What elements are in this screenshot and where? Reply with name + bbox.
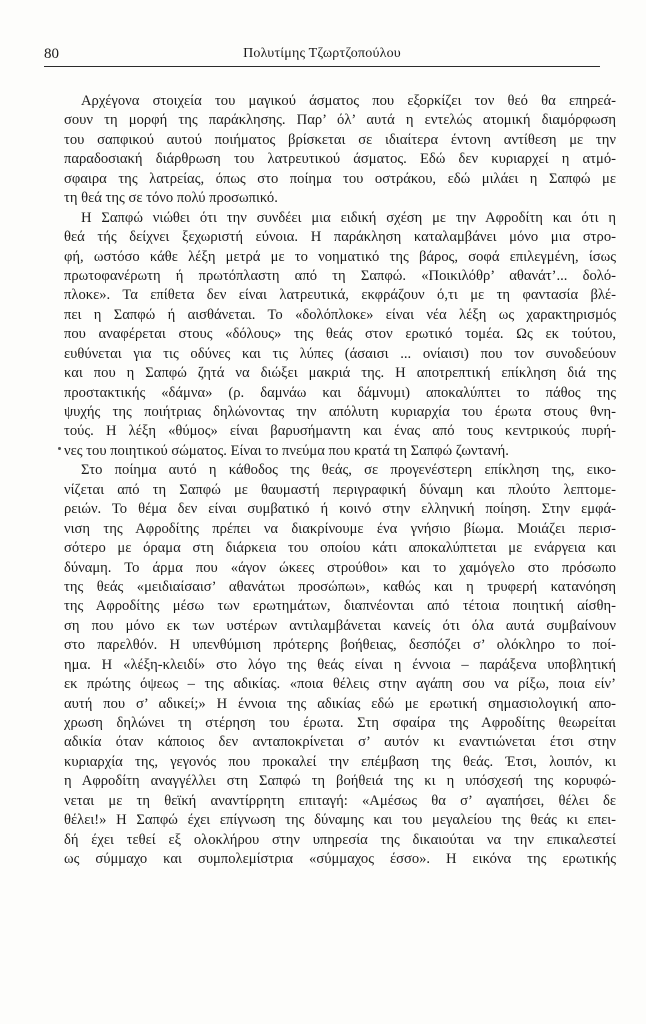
text-line: φή, ωστόσο κάθε λέξη μετρά με το νοηματικό της βάρος, σοφά επιλεγμένη, ίσως [64, 248, 616, 265]
text-line: της θεάς «μειδιαίσαισ’ αθανάτωι προσώπωι», καθώς και η τρυφερή κατανόηση [64, 578, 616, 595]
text-line: αδικία όταν κάποιος δεν ανταποκρίνεται σ’ αυτόν κι εναντιώνεται έτσι στην [64, 734, 616, 751]
text-line: νίζεται από τη Σαπφώ με θαυμαστή περιγραφική δύναμη και πλούτο λεπτομε- [64, 481, 616, 498]
text-line: του σαπφικού αυτού ποιήματος βρίσκεται σε ιδιαίτερα έντονη αντίθεση με την [64, 131, 616, 148]
text-line: ση που μόνο εκ των υστέρων αντιλαμβάνεται κανείς ότι όλα αυτά συμβαίνουν [64, 617, 616, 634]
text-line: Η Σαπφώ νιώθει ότι την συνδέει μια ειδική σχέση με την Αφροδίτη και ότι η [81, 209, 616, 226]
text-line: της Αφροδίτης μέσω των ερωτημάτων, διαπνέονται από τέτοια ποιητική αίσθη- [64, 598, 616, 615]
text-line: και που η Σαπφώ ζητά να διώξει μακριά της. Η αποτρεπτική επίκληση διά της [64, 365, 616, 382]
text-line: χρωση δηλώνει τη στέρηση του έρωτα. Στη σφαίρα της Αφροδίτης θεωρείται [64, 715, 616, 731]
text-line: αυτή που σ’ αδικεί;» Η έννοια της αδικίας εδώ με ερωτική σημασιολογική απο- [64, 695, 616, 712]
text-line: παραδοσιακή διάρθρωση του λατρευτικού άσματος. Εδώ δεν κυριαρχεί η ατμό- [64, 151, 616, 168]
text-line: που αναφέρεται στους «δόλους» της θεάς στον ερωτικό τομέα. Ως εκ τούτου, [64, 326, 616, 343]
margin-mark [58, 447, 61, 450]
text-line: ημα. Η «λέξη-κλειδί» στο λόγο της θεάς είναι η έννοια – παράξενα υποβλητική [64, 656, 616, 673]
text-line: Στο ποίημα αυτό η κάθοδος της θεάς, σε προγενέστερη επίκληση της, εικο- [81, 462, 616, 479]
text-line: η Αφροδίτη αναγγέλλει στη Σαπφώ τη βοήθειά της κι η υπόσχεσή της κορυφώ- [64, 773, 616, 790]
text-line: σουν τη μορφή της παράκλησης. Παρ’ όλ’ αυτά η εντελώς ατομική διαμόρφωση [64, 112, 616, 129]
running-title: Πολυτίμης Τζωρτζοπούλου [243, 46, 401, 61]
text-line: τη θεά της σε τόνο πολύ προσωπικό. [64, 190, 278, 207]
text-line: δή έχει τεθεί εξ ολοκλήρου στην υπηρεσία της δικαιούται να την επικαλεστεί [64, 831, 616, 848]
text-line: προστακτικής «δάμνα» (ρ. δαμνάω και δάμνυμι) αποκαλύπτει το πάθος της [64, 384, 616, 401]
header-rule [44, 66, 600, 67]
text-line: κυριαρχία της, γεγονός που προκαλεί την επέμβαση της θεάς. Έτσι, λοιπόν, κι [64, 753, 616, 770]
text-line: θέλει!» Η Σαπφώ έχει επίγνωση της δύναμης και του μεγαλείου της θεάς κι επει- [64, 812, 616, 829]
text-line: εκ πρώτης όψεως – της αδικίας. «ποια θέλεις στην αγάπη σου να ρίξω, ποια είν’ [64, 676, 616, 693]
text-line: σότερο με όραμα στη διάρκεια του οποίου κάτι αποκαλύπτεται με ενάργεια και [64, 540, 616, 557]
text-line: ψυχής της ποιήτριας δηλώνοντας την απόλυτη κυριαρχία του έρωτα στους θνη- [64, 404, 616, 420]
running-head [44, 44, 600, 66]
text-line: δύναμη. Το άρμα που «άγον ώκεες στρούθοι» και το χαμόγελο στο πρόσωπο [64, 559, 616, 576]
text-line: Αρχέγονα στοιχεία του μαγικού άσματος που εξορκίζει τον θεό θα επηρεά- [81, 93, 616, 109]
page-number: 80 [44, 46, 59, 62]
text-line: ρειών. Το θέμα δεν είναι συμβατικό ή κοινό στην ελληνική ποίηση. Στην εμφά- [64, 501, 616, 518]
text-line: ευθύνεται για τις οδύνες και τις λύπες (άσαισι ... ονίαισι) που τον συνοδεύουν [64, 345, 616, 362]
text-line: νεται με τη θεϊκή αναντίρρητη επιταγή: «Αμέσως θα σ’ αγαπήσει, θέλει δε [64, 792, 616, 809]
text-line: ως σύμμαχο και συμπολεμίστρια «σύμμαχος έσσο». Η εικόνα της ερωτικής [64, 851, 616, 868]
text-line: πλοκε». Τα επίθετα δεν είναι λατρευτικά, εκφράζουν ό,τι με τη φαντασία βλέ- [64, 287, 616, 304]
body-text [64, 92, 616, 870]
text-line: νες του ποιητικού σώματος. Είναι το πνεύμα που κρατά τη Σαπφώ ζωντανή. [64, 442, 509, 459]
text-line: νιση της Αφροδίτης πρέπει να διακρίνουμε ένα γνήσιο βίωμα. Μοιάζει περισ- [64, 520, 616, 537]
text-line: πει η Σαπφώ ή αισθάνεται. Το «δολόπλοκε» είναι νέα λέξη ως χαρακτηρισμός [64, 306, 616, 323]
text-line: σφαιρα της λατρείας, όπως στο ποίημα του οστράκου, εδώ μιλάει η Σαπφώ με [64, 170, 616, 187]
text-line: πρωτοφανέρωτη ή πρωτόπλαστη από τη Σαπφώ. «Ποικιλόθρ’ αθανάτ’... δολό- [64, 267, 616, 284]
text-line: θεά τής δείχνει ξεχωριστή εύνοια. Η παράκληση καταλαμβάνει μόνο μια στρο- [64, 229, 616, 246]
text-line: στο παρελθόν. Η υπενθύμιση πρότερης βοήθειας, δεσπόζει σ’ ολόκληρο το ποί- [64, 637, 616, 654]
text-line: τούς. Η λέξη «θύμος» είναι βαρυσήμαντη και ένας από τους κεντρικούς πυρή- [64, 423, 616, 440]
